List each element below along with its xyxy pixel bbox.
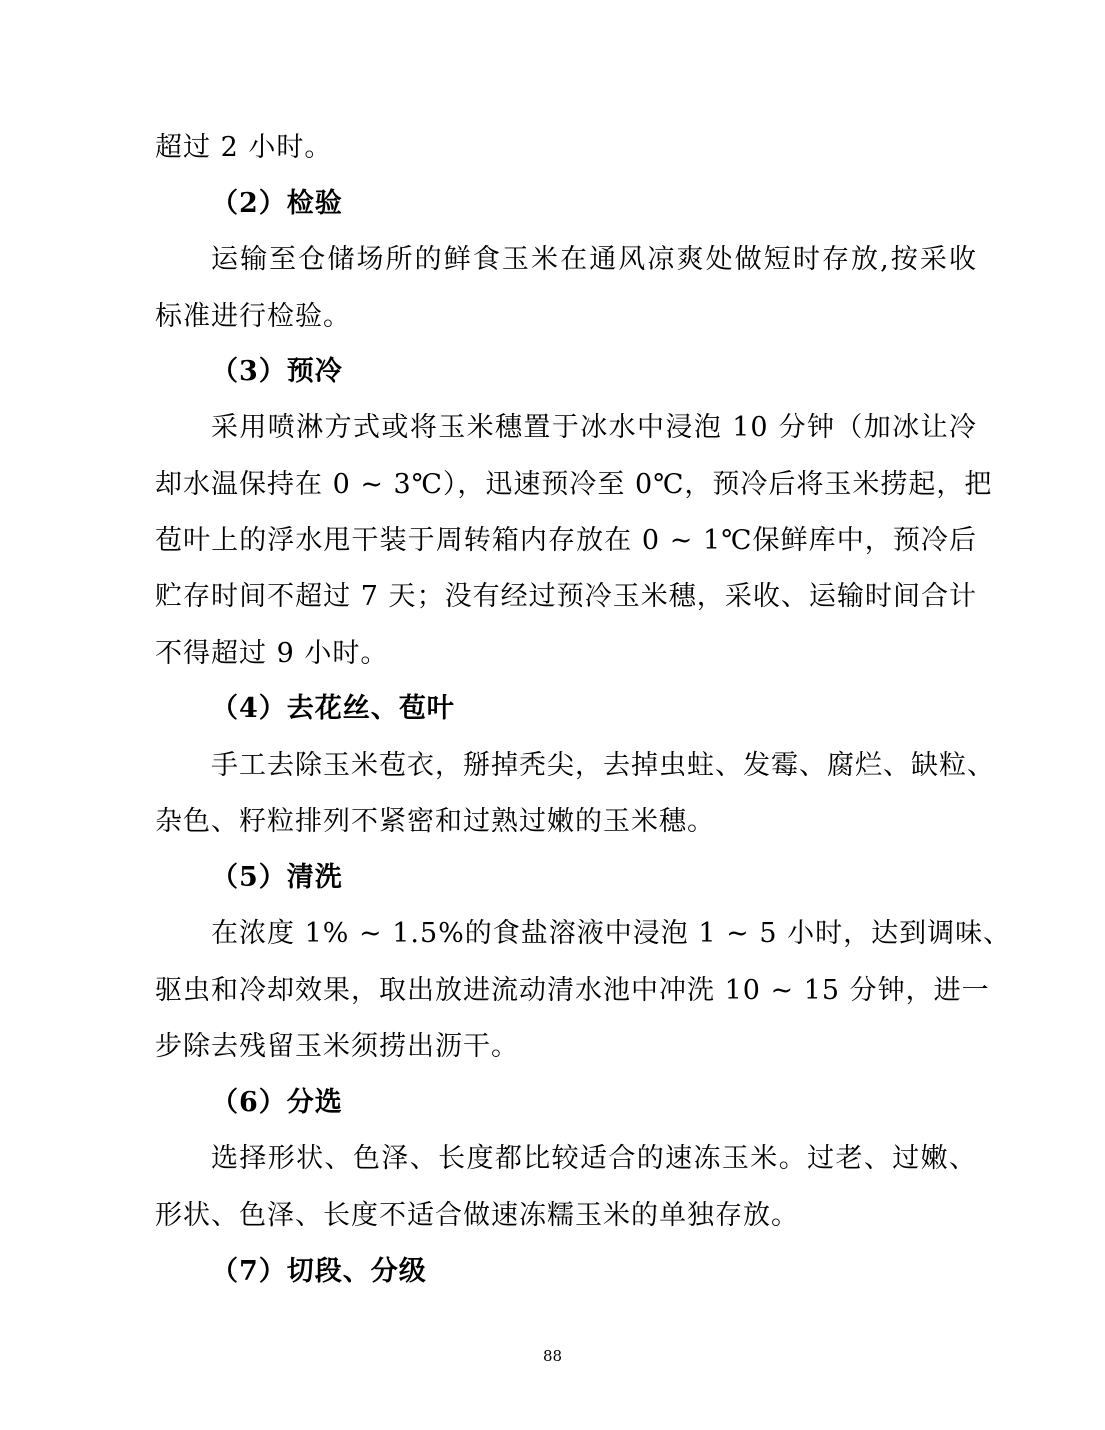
body-text-line: 超过 2 小时。 xyxy=(155,132,333,163)
section-heading-husking: （4）去花丝、苞叶 xyxy=(211,693,455,724)
body-text-line: 驱虫和冷却效果，取出放进流动清水池中冲洗 10 ~ 15 分钟，进一 xyxy=(155,975,990,1006)
section-heading-washing: （5）清洗 xyxy=(211,862,343,893)
body-text-line: 苞叶上的浮水甩干装于周转箱内存放在 0 ~ 1℃保鲜库中，预冷后 xyxy=(155,525,977,556)
body-text-line: 选择形状、色泽、长度都比较适合的速冻玉米。过老、过嫩、 xyxy=(211,1143,977,1174)
page-number: 88 xyxy=(542,1347,563,1365)
section-heading-sorting: （6）分选 xyxy=(211,1087,343,1118)
section-heading-inspection: （2）检验 xyxy=(211,188,343,219)
body-text-line: 步除去残留玉米须捞出沥干。 xyxy=(155,1031,519,1062)
body-text-line: 手工去除玉米苞衣，掰掉秃尖，去掉虫蛀、发霉、腐烂、缺粒、 xyxy=(211,750,995,781)
body-text-line: 运输至仓储场所的鲜食玉米在通风凉爽处做短时存放,按采收 xyxy=(211,244,977,275)
body-text-line: 不得超过 9 小时。 xyxy=(155,638,389,669)
body-text-line: 标准进行检验。 xyxy=(155,301,351,332)
body-text-line: 在浓度 1% ~ 1.5%的食盐溶液中浸泡 1 ~ 5 小时，达到调味、 xyxy=(211,918,1012,949)
body-text-line: 贮存时间不超过 7 天；没有经过预冷玉米穗，采收、运输时间合计 xyxy=(155,581,977,612)
body-text-line: 却水温保持在 0 ~ 3℃），迅速预冷至 0℃，预冷后将玉米捞起，把 xyxy=(155,469,993,500)
body-text-line: 形状、色泽、长度不适合做速冻糯玉米的单独存放。 xyxy=(155,1200,799,1231)
section-heading-precooling: （3）预冷 xyxy=(211,356,343,387)
body-text-line: 采用喷淋方式或将玉米穗置于冰水中浸泡 10 分钟（加冰让冷 xyxy=(211,412,977,443)
section-heading-cutting-grading: （7）切段、分级 xyxy=(211,1256,427,1287)
body-text-line: 杂色、籽粒排列不紧密和过熟过嫩的玉米穗。 xyxy=(155,806,715,837)
